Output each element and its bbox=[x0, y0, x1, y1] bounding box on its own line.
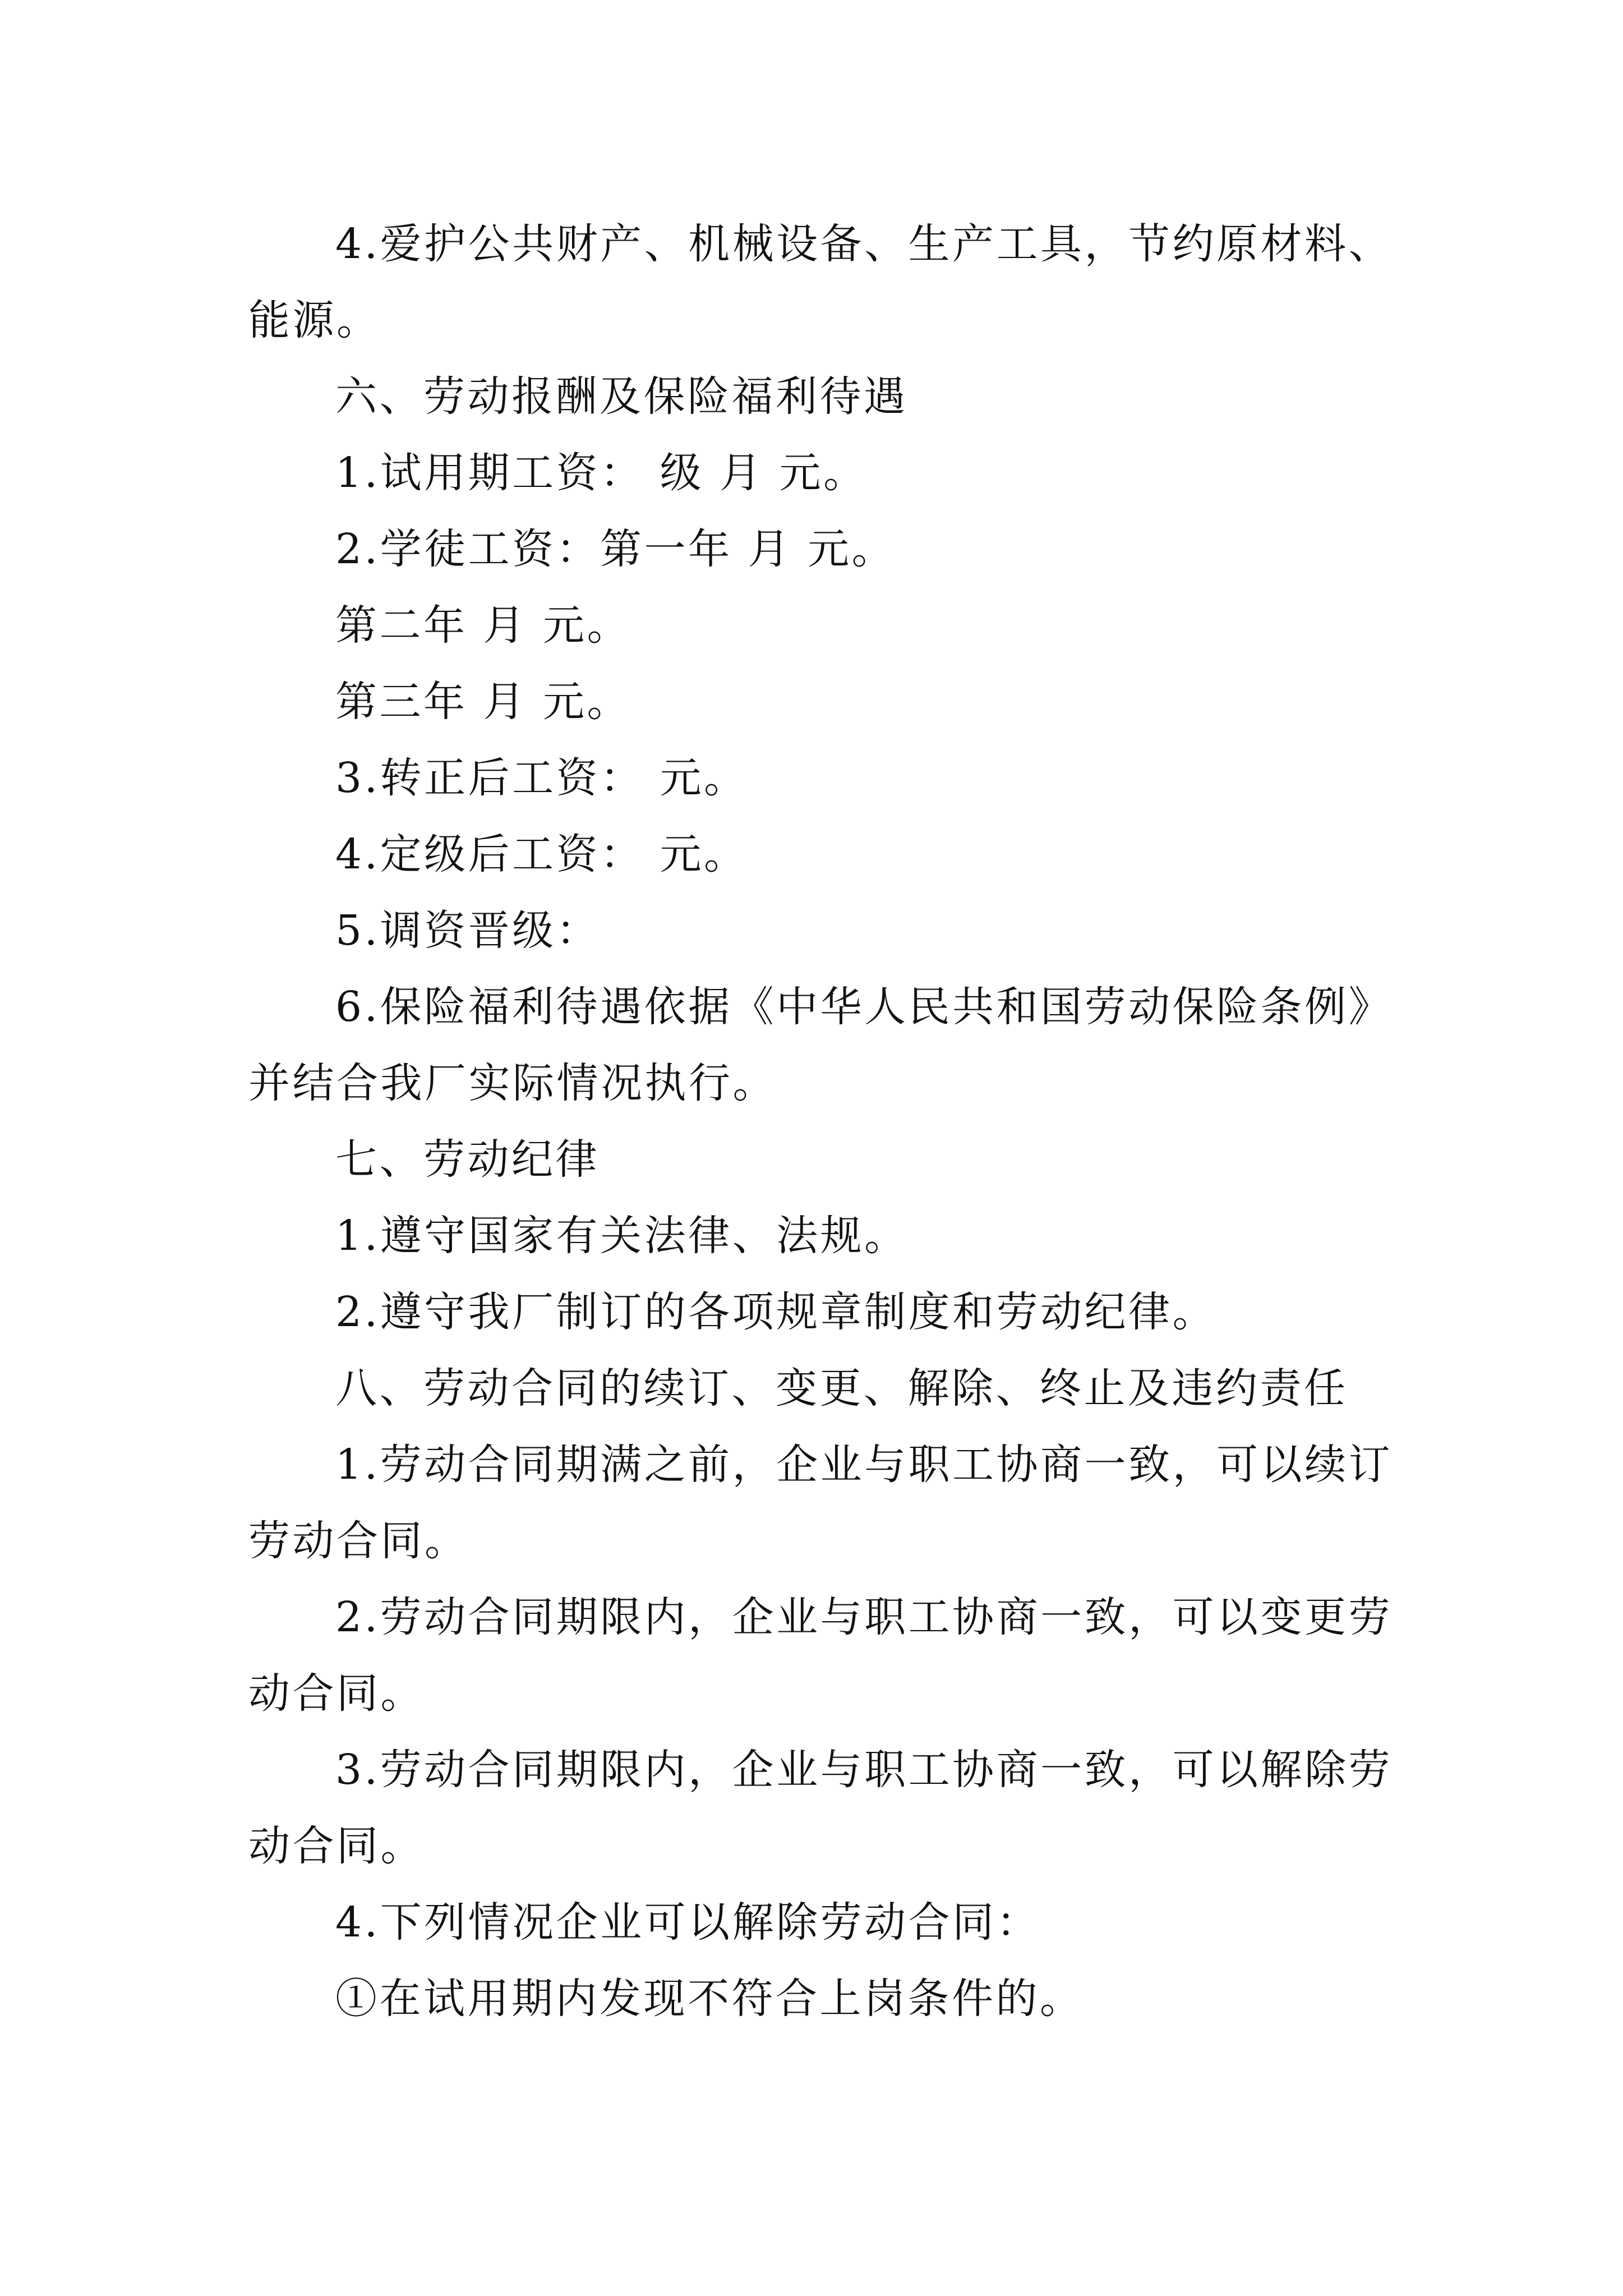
text-line: 并结合我厂实际情况执行。 bbox=[248, 1059, 777, 1107]
section-heading: 六、劳动报酬及保险福利待遇 bbox=[335, 372, 908, 421]
text-line: 第二年 月 元。 bbox=[335, 601, 631, 650]
text-line: 5.调资晋级： bbox=[335, 907, 601, 955]
section-heading: 八、劳动合同的续订、变更、解除、终止及违约责任 bbox=[335, 1364, 1348, 1412]
text-line: 能源。 bbox=[248, 296, 381, 344]
text-line: 6.保险福利待遇依据《中华人民共和国劳动保险条例》 bbox=[335, 983, 1393, 1031]
text-line: ①在试用期内发现不符合上岗条件的。 bbox=[335, 1975, 1084, 2023]
text-line: 1.劳动合同期满之前，企业与职工协商一致，可以续订 bbox=[335, 1441, 1393, 1489]
text-line: 2.劳动合同期限内，企业与职工协商一致，可以变更劳 bbox=[335, 1593, 1393, 1641]
text-line: 第三年 月 元。 bbox=[335, 678, 631, 726]
text-line: 2.学徒工资：第一年 月 元。 bbox=[335, 525, 896, 573]
text-line: 4.爱护公共财产、机械设备、生产工具，节约原材料、 bbox=[335, 220, 1393, 268]
text-line: 1.试用期工资： 级 月 元。 bbox=[335, 449, 868, 497]
section-heading: 七、劳动纪律 bbox=[335, 1135, 600, 1184]
text-line: 1.遵守国家有关法律、法规。 bbox=[335, 1212, 909, 1260]
text-line: 劳动合同。 bbox=[248, 1517, 469, 1565]
text-line: 4.下列情况企业可以解除劳动合同： bbox=[335, 1898, 1041, 1947]
text-line: 3.劳动合同期限内，企业与职工协商一致，可以解除劳 bbox=[335, 1746, 1393, 1794]
text-line: 3.转正后工资： 元。 bbox=[335, 754, 748, 802]
text-line: 2.遵守我厂制订的各项规章制度和劳动纪律。 bbox=[335, 1288, 1217, 1336]
text-line: 4.定级后工资： 元。 bbox=[335, 830, 748, 878]
text-line: 动合同。 bbox=[248, 1822, 425, 1870]
text-line: 动合同。 bbox=[248, 1669, 425, 1718]
